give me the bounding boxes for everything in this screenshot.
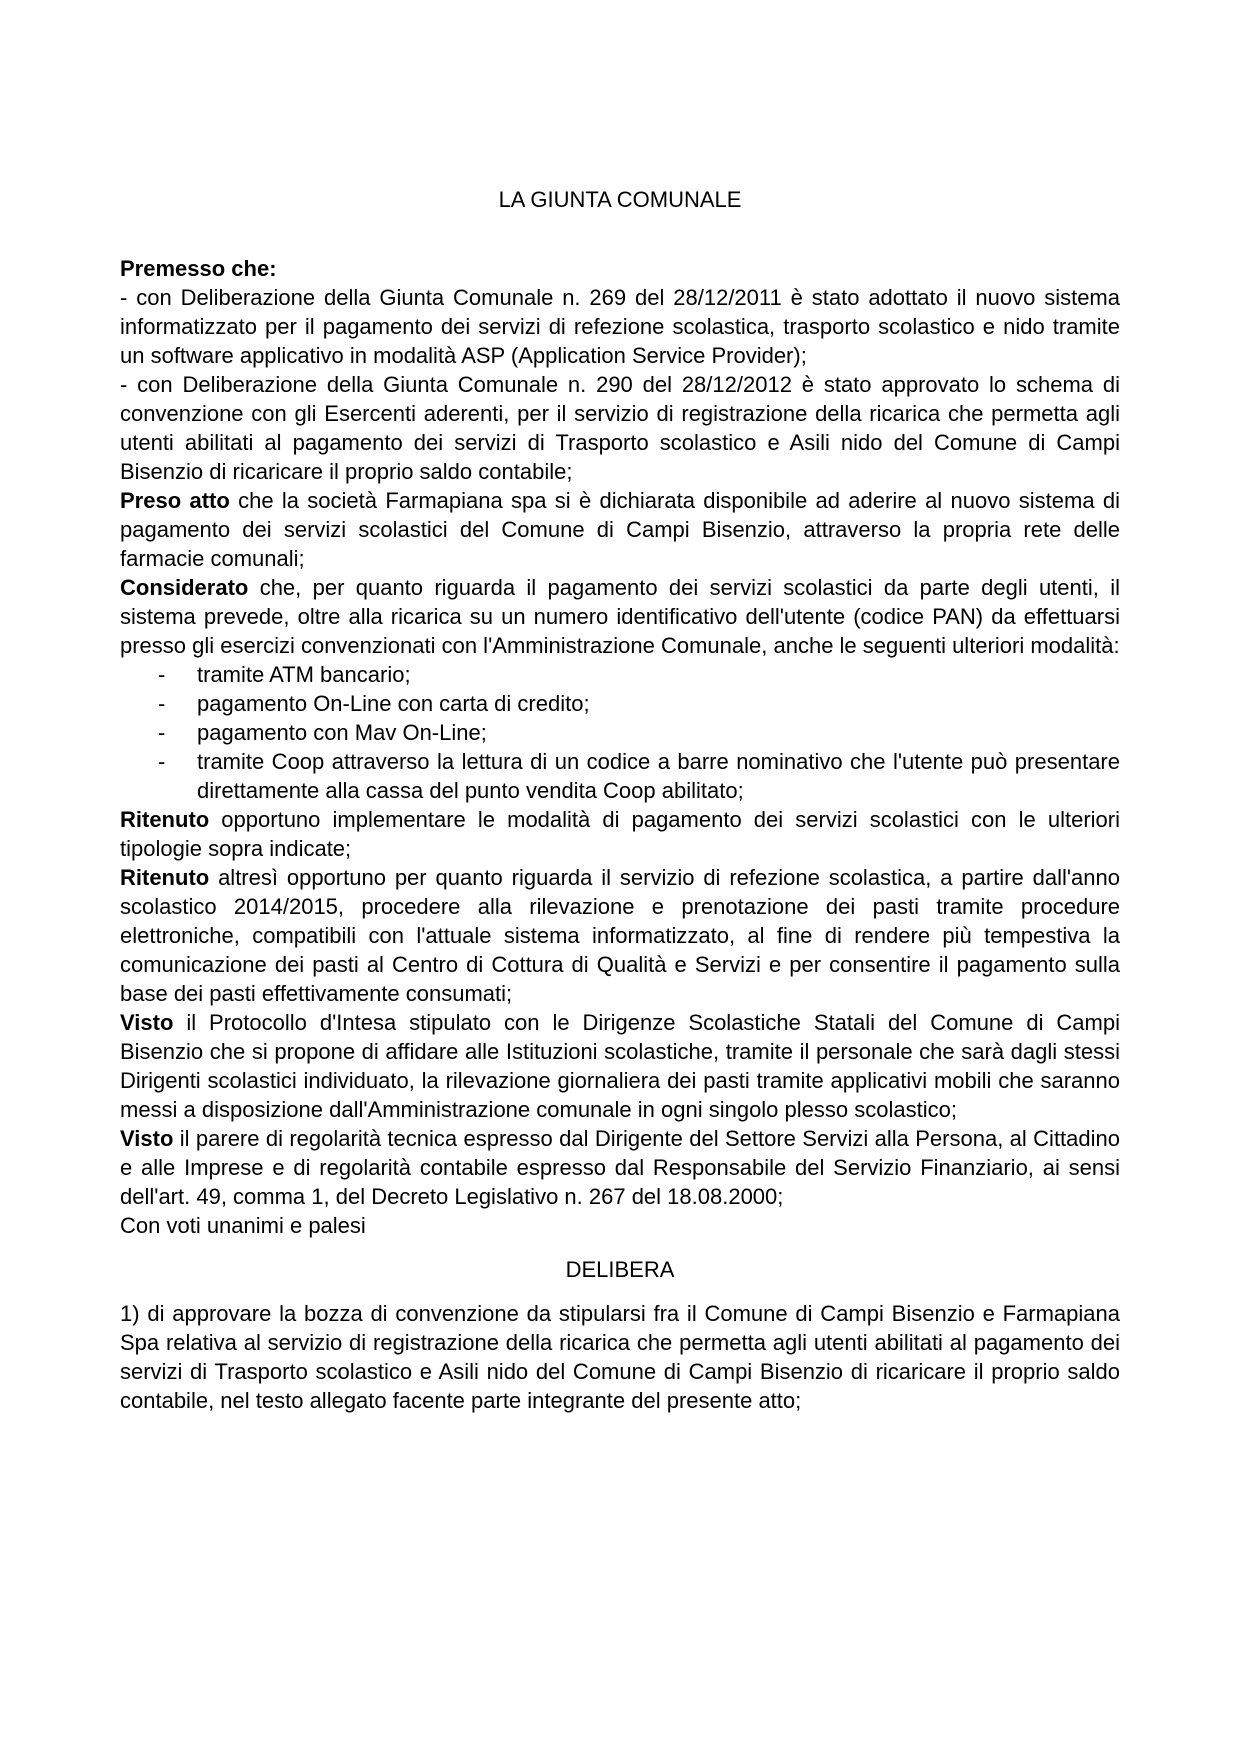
- paragraph-lead: Considerato: [120, 575, 249, 600]
- paragraph-lead: Preso atto: [120, 488, 230, 513]
- list-item-text: pagamento con Mav On-Line;: [197, 720, 487, 745]
- list-item: [120, 660, 1120, 689]
- paragraph-text: Con voti unanimi e palesi: [120, 1213, 366, 1238]
- paragraph-ritenuto-1: [120, 805, 1120, 863]
- paragraph-premesso: [120, 254, 1120, 283]
- paragraph-visto-parere: [120, 1124, 1120, 1211]
- list-item-text: pagamento On-Line con carta di credito;: [197, 691, 590, 716]
- list-item: [120, 718, 1120, 747]
- paragraph-ritenuto-2: [120, 863, 1120, 1008]
- bullet-dash: -: [158, 662, 166, 687]
- list-item-text: tramite Coop attraverso la lettura di un codice a barre nominativo che l'utente può presentare direttamente alla cassa del punto vendita Coop abilitato;: [197, 749, 1120, 803]
- paragraph-text: opportuno implementare le modalità di pagamento dei servizi scolastici con le ulteriori tipologie sopra indicate;: [120, 807, 1120, 861]
- list-item-text: tramite ATM bancario;: [197, 662, 411, 687]
- paragraph-deliberazione-290: [120, 370, 1120, 486]
- delibera-heading: DELIBERA: [565, 1257, 675, 1282]
- paragraph-con-voti: [120, 1211, 1120, 1240]
- paragraph-lead: Visto: [120, 1126, 174, 1151]
- document-title: LA GIUNTA COMUNALE: [498, 187, 742, 212]
- paragraph-text: - con Deliberazione della Giunta Comunale n. 269 del 28/12/2011 è stato adottato il nuovo sistema informatizzato per il pagamento dei servizi di refezione scolastica, trasporto scolastico e nido tramite un software applicativo in modalità ASP (Application Service Provider);: [120, 285, 1120, 368]
- paragraph-lead: Premesso che:: [120, 256, 277, 281]
- bullet-dash: -: [158, 720, 166, 745]
- paragraph-resolution-1: 1) di approvare la bozza di convenzione da stipularsi fra il Comune di Campi Bisenzio e Farmapiana Spa relativa al servizio di registrazione della ricarica che permetta agli utenti abilitati al pagamento dei servizi di Trasporto scolastico e Asili nido del Comune di Campi Bisenzio di ricaricare il proprio saldo contabile, nel testo allegato facente parte integrante del presente atto;: [120, 1301, 1120, 1413]
- list-item: [120, 689, 1120, 718]
- paragraph-lead: Visto: [120, 1010, 174, 1035]
- paragraph-text: altresì opportuno per quanto riguarda il servizio di refezione scolastica, a partire dall'anno scolastico 2014/2015, procedere alla rilevazione e prenotazione dei pasti tramite procedure elettroniche, compatibili con l'attuale sistema informatizzato, al fine di rendere più tempestiva la comunicazione dei pasti al Centro di Cottura di Qualità e Servizi e per consentire il pagamento sulla base dei pasti effettivamente consumati;: [120, 865, 1120, 1006]
- paragraph-deliberazione-269: [120, 283, 1120, 370]
- paragraph-text: il Protocollo d'Intesa stipulato con le Dirigenze Scolastiche Statali del Comune di Campi Bisenzio che si propone di affidare alle Istituzioni scolastiche, tramite il personale che sarà dagli stessi Dirigenti scolastici individuato, la rilevazione giornaliera dei pasti tramite applicativi mobili che saranno messi a disposizione dall'Amministrazione comunale in ogni singolo plesso scolastico;: [120, 1010, 1120, 1122]
- bullet-dash: -: [158, 691, 166, 716]
- paragraph-text: - con Deliberazione della Giunta Comunale n. 290 del 28/12/2012 è stato approvato lo schema di convenzione con gli Esercenti aderenti, per il servizio di registrazione della ricarica che permetta agli utenti abilitati al pagamento dei servizi di Trasporto scolastico e Asili nido del Comune di Campi Bisenzio di ricaricare il proprio saldo contabile;: [120, 372, 1120, 484]
- paragraph-text: il parere di regolarità tecnica espresso dal Dirigente del Settore Servizi alla Persona, al Cittadino e alle Imprese e di regolarità contabile espresso dal Responsabile del Servizio Finanziario, ai sensi dell'art. 49, comma 1, del Decreto Legislativo n. 267 del 18.08.2000;: [120, 1126, 1120, 1209]
- paragraph-text: che la società Farmapiana spa si è dichiarata disponibile ad aderire al nuovo sistema di pagamento dei servizi scolastici del Comune di Campi Bisenzio, attraverso la propria rete delle farmacie comunali;: [120, 488, 1120, 571]
- bullet-dash: -: [158, 749, 166, 774]
- paragraph-considerato: [120, 573, 1120, 660]
- paragraph-preso-atto: [120, 486, 1120, 573]
- list-item: [120, 747, 1120, 805]
- paragraph-lead: Ritenuto: [120, 865, 210, 890]
- paragraph-text: che, per quanto riguarda il pagamento dei servizi scolastici da parte degli utenti, il sistema prevede, oltre alla ricarica su un numero identificativo dell'utente (codice PAN) da effettuarsi presso gli esercizi convenzionati con l'Amministrazione Comunale, anche le seguenti ulteriori modalità:: [120, 575, 1120, 658]
- paragraph-lead: Ritenuto: [120, 807, 210, 832]
- payment-methods-list: [120, 660, 1120, 805]
- paragraph-visto-protocollo: [120, 1008, 1120, 1124]
